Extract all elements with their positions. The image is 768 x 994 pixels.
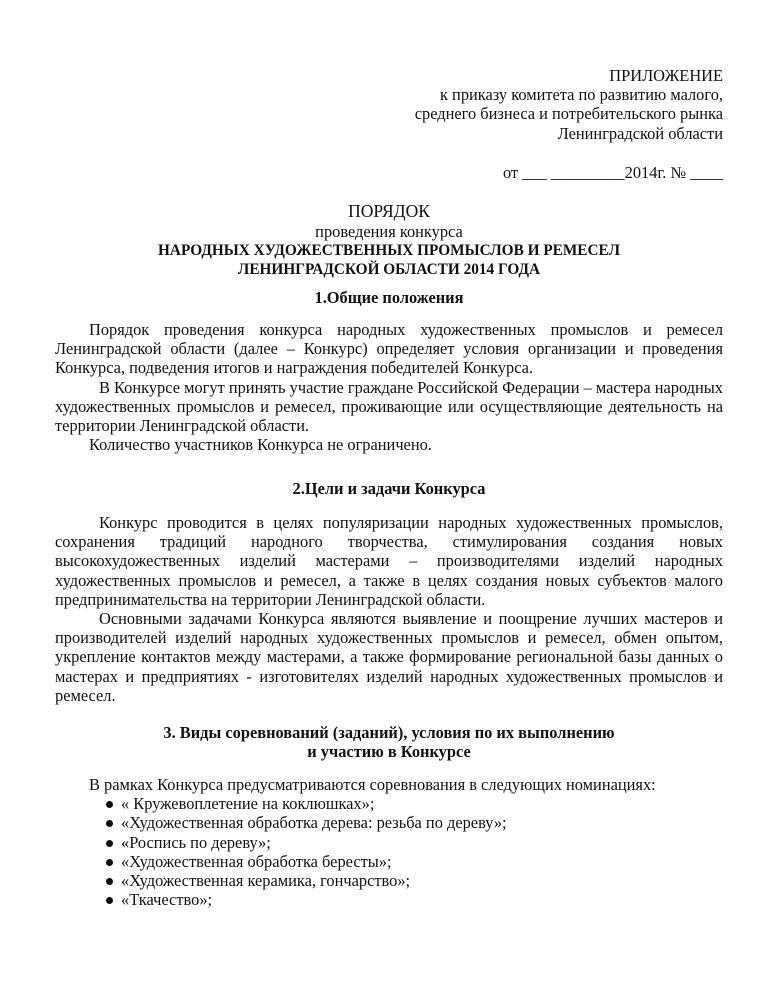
title-sub: проведения конкурса: [315, 222, 463, 241]
section3-heading-line2: и участию в Конкурсе: [307, 742, 471, 762]
appendix-committee-line: среднего бизнеса и потребительского рынка: [414, 104, 723, 124]
list-item: [55, 833, 723, 852]
appendix-title: ПРИЛОЖЕНИЕ: [609, 66, 723, 85]
bullet-icon: [106, 878, 113, 885]
list-item-text: «Роспись по дереву»;: [121, 832, 271, 852]
section1-heading: [55, 288, 723, 307]
section1-paragraph-1: Порядок проведения конкурса народных художественных промыслов и ремесел Ленинградской области (далее – Конкурс) определяет условия организации и проведения Конкурса, подведения итогов и награждения победителей Конкурса.: [55, 320, 723, 378]
section1-paragraph-3: Количество участников Конкурса не ограничено.: [89, 435, 432, 455]
section2-heading: [55, 479, 723, 498]
bullet-icon: [106, 897, 113, 904]
section3-intro: В рамках Конкурса предусматриваются соревнования в следующих номинациях:: [89, 775, 656, 794]
document-subtitle: [55, 222, 723, 280]
list-item-text: « Кружевоплетение на коклюшках»;: [121, 794, 375, 814]
bullet-icon: [106, 820, 113, 827]
appendix-region-line: Ленинградской области: [557, 123, 723, 143]
appendix-order-line: к приказу комитета по развитию малого,: [439, 85, 723, 105]
list-item-text: «Художественная керамика, гончарство»;: [121, 870, 411, 890]
section3-body: [55, 775, 723, 909]
section2-heading-text: 2.Цели и задачи Конкурса: [292, 479, 486, 498]
section2-paragraph-1: Конкурс проводится в целях популяризации народных художественных промыслов, сохранения традиций народного творчества, стимулирования создания новых высокохудожественных изделий мастерами – производителями изделий народных художественных промыслов и ремесел, а также в целях создания новых субъектов малого предпринимательства на территории Ленинградской области.: [55, 513, 723, 609]
document-page: [55, 0, 723, 994]
nominations-list: [55, 794, 723, 909]
date-number-text: от ___ _________2014г. № ____: [502, 163, 723, 182]
list-item: [55, 852, 723, 871]
section2-paragraph-2: Основными задачами Конкурса являются выявление и поощрение лучших мастеров и производителей изделий народных художественных промыслов и ремесел, обмен опытом, укрепление контактов между мастерами, а также формирование региональной базы данных о мастерах и предприятиях - изготовителях изделий народных художественных промыслов и ремесел.: [55, 609, 723, 705]
list-item-text: «Художественная обработка бересты»;: [121, 851, 392, 871]
title-bold-line2: ЛЕНИНГРАДСКОЙ ОБЛАСТИ 2014 ГОДА: [237, 261, 541, 279]
bullet-icon: [106, 801, 113, 808]
title-bold-line1: НАРОДНЫХ ХУДОЖЕСТВЕННЫХ ПРОМЫСЛОВ И РЕМЕСЕЛ: [158, 242, 620, 260]
list-item: [55, 890, 723, 909]
date-number-line: [55, 163, 723, 182]
list-item-text: «Ткачество»;: [121, 890, 213, 910]
section3-heading: [55, 723, 723, 761]
section2-body: [55, 513, 723, 705]
list-item: [55, 871, 723, 890]
list-item: [55, 794, 723, 813]
appendix-header: [55, 66, 723, 143]
list-item: [55, 813, 723, 832]
list-item-text: «Художественная обработка дерева: резьба по дереву»;: [121, 813, 507, 833]
section1-body: [55, 320, 723, 454]
section3-heading-line1: 3. Виды соревнований (заданий), условия по их выполнению: [163, 723, 615, 742]
section1-paragraph-2: В Конкурсе могут принять участие граждане Российской Федерации – мастера народных художественных промыслов и ремесел, проживающие или осуществляющие деятельность на территории Ленинградской области.: [55, 377, 723, 436]
section1-heading-text: 1.Общие положения: [314, 288, 464, 307]
bullet-icon: [106, 840, 113, 847]
document-title: [55, 202, 723, 221]
title-main: ПОРЯДОК: [348, 201, 430, 221]
bullet-icon: [106, 859, 113, 866]
